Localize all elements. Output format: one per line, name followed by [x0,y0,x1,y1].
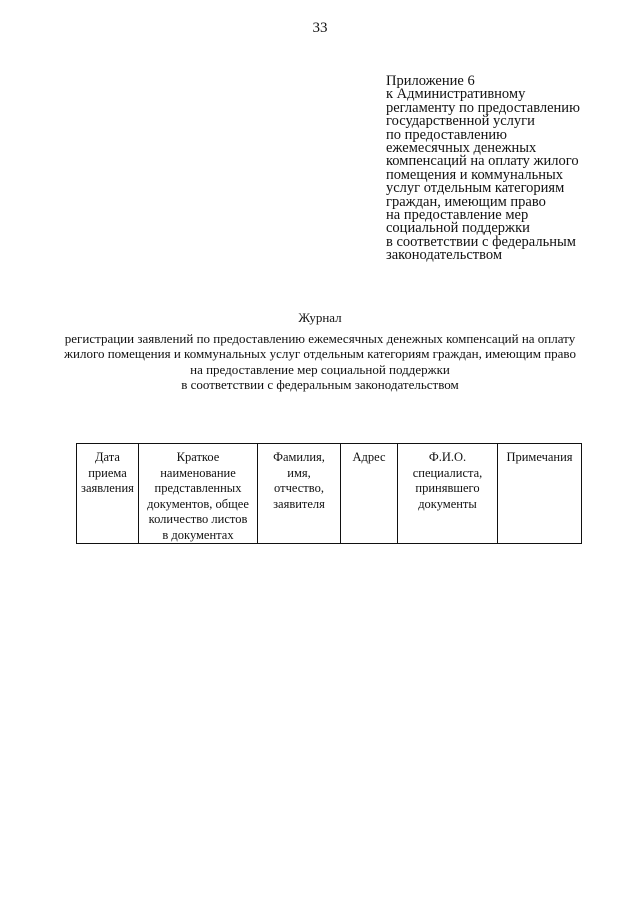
column-header-notes: Примечания [498,444,582,544]
appendix-line: компенсаций на оплату жилого [386,153,579,170]
column-header-applicant-name: Фамилия, имя, отчество, заявителя [258,444,341,544]
journal-heading [60,310,580,393]
journal-subtitle-line: регистрации заявлений по предоставлению ежемесячных денежных компенсаций на оплату [64,330,576,346]
register-table [76,443,582,544]
appendix-line: на предоставление мер [386,207,529,224]
appendix-line: государственной услуги [386,113,535,130]
journal-subtitle-line: на предоставление мер социальной поддержки [190,361,450,377]
column-header-specialist: Ф.И.О. специалиста, принявшего документы [398,444,498,544]
journal-subtitle-line: жилого помещения и коммунальных услуг отдельным категориям граждан, имеющим право [64,346,576,361]
column-header-date: Дата приема заявления [77,444,139,544]
appendix-line: помещения и коммунальных [386,166,563,183]
appendix-line: в соответствии с федеральным [386,233,576,250]
page-number: 33 [312,20,328,36]
appendix-line: граждан, имеющим право [386,193,546,210]
appendix-line: регламенту по предоставлению [386,99,580,116]
table-header-row [77,444,582,544]
column-header-documents: Краткое наименование представленных документов, общее количество листов в документах [139,444,258,544]
journal-title: Журнал [298,310,342,325]
appendix-line: законодательством [386,247,503,264]
appendix-line: Приложение 6 [386,73,475,89]
appendix-line: ежемесячных денежных [386,140,537,157]
appendix-block [386,75,626,263]
appendix-line: услуг отдельным категориям [386,180,565,197]
appendix-line: социальной поддержки [386,220,530,237]
appendix-line: по предоставлению [386,126,507,143]
appendix-line: к Административному [386,86,526,103]
column-header-address: Адрес [341,444,398,544]
journal-subtitle-line: в соответствии с федеральным законодательством [181,377,459,392]
